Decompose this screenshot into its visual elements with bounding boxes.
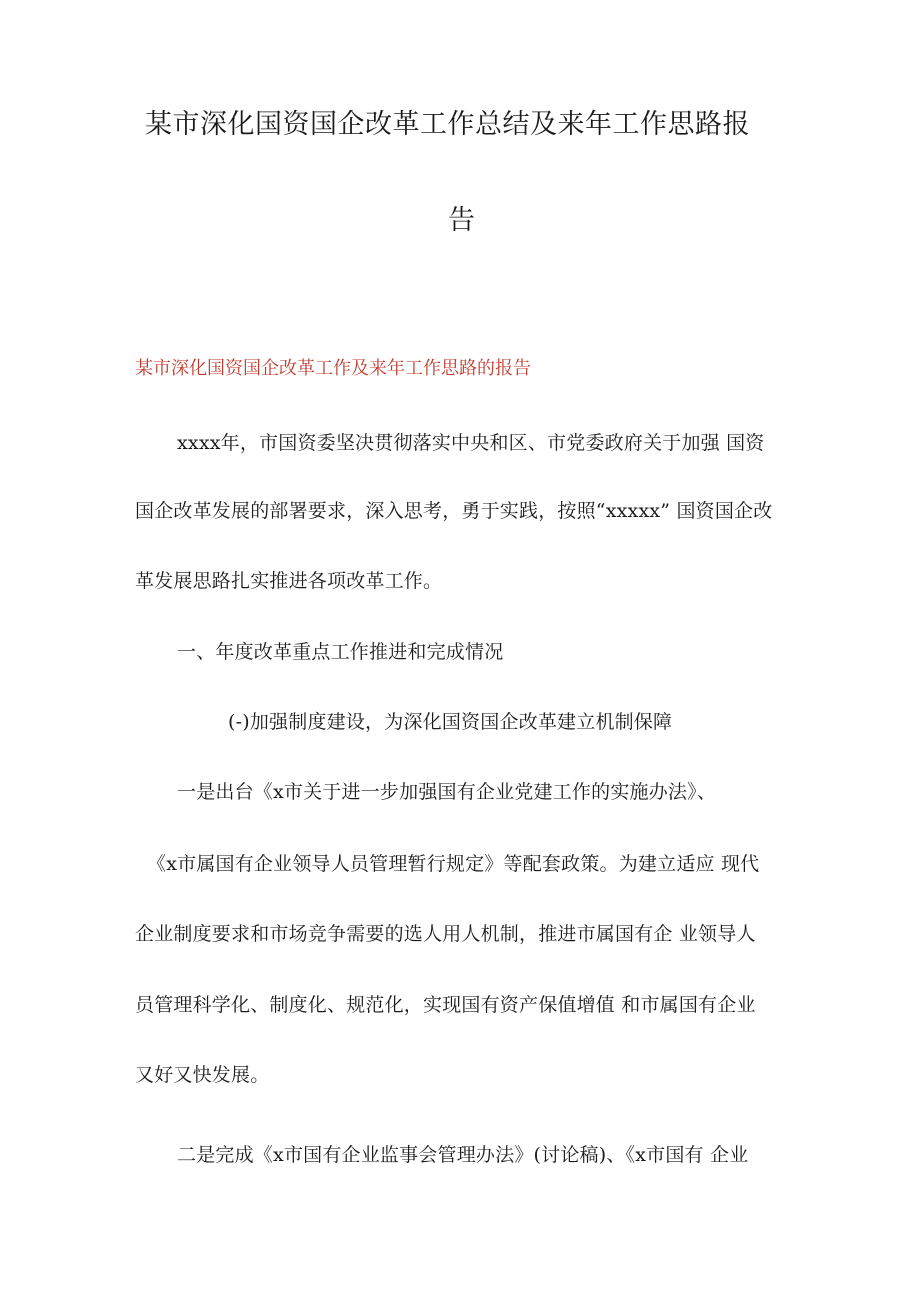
paragraph-line: 国企改革发展的部署要求，深入思考，勇于实践，按照“xxxxx” 国资国企改 [135, 500, 773, 522]
section-heading: 一、年度改革重点工作推进和完成情况 [177, 641, 504, 663]
document-title-line-1: 某市深化国资国企改革工作总结及来年工作思路报 [145, 109, 750, 140]
paragraph-line: 又好又快发展。 [135, 1064, 270, 1086]
paragraph-line: 一是出台《x市关于进一步加强国有企业党建工作的实施办法》、 [177, 781, 717, 803]
paragraph-line: xxxx年，市国资委坚决贯彻落实中央和区、市党委政府关于加强 国资 [177, 432, 765, 454]
paragraph-line: 企业制度要求和市场竞争需要的选人用人机制，推进市属国有企 业领导人 [135, 923, 756, 945]
paragraph-line: 二是完成《x市国有企业监事会管理办法》(讨论稿)、《x市国有 企业 [177, 1144, 749, 1166]
paragraph-line: 《x市属国有企业领导人员管理暂行规定》等配套政策。为建立适应 现代 [147, 853, 760, 875]
subsection-heading: (-)加强制度建设，为深化国资国企改革建立机制保障 [228, 711, 673, 733]
document-title-line-2: 告 [448, 205, 476, 236]
document-subtitle: 某市深化国资国企改革工作及来年工作思路的报告 [135, 358, 531, 379]
paragraph-line: 员管理科学化、制度化、规范化，实现国有资产保值增值 和市属国有企业 [135, 994, 756, 1016]
paragraph-line: 革发展思路扎实推进各项改革工作。 [135, 570, 443, 592]
